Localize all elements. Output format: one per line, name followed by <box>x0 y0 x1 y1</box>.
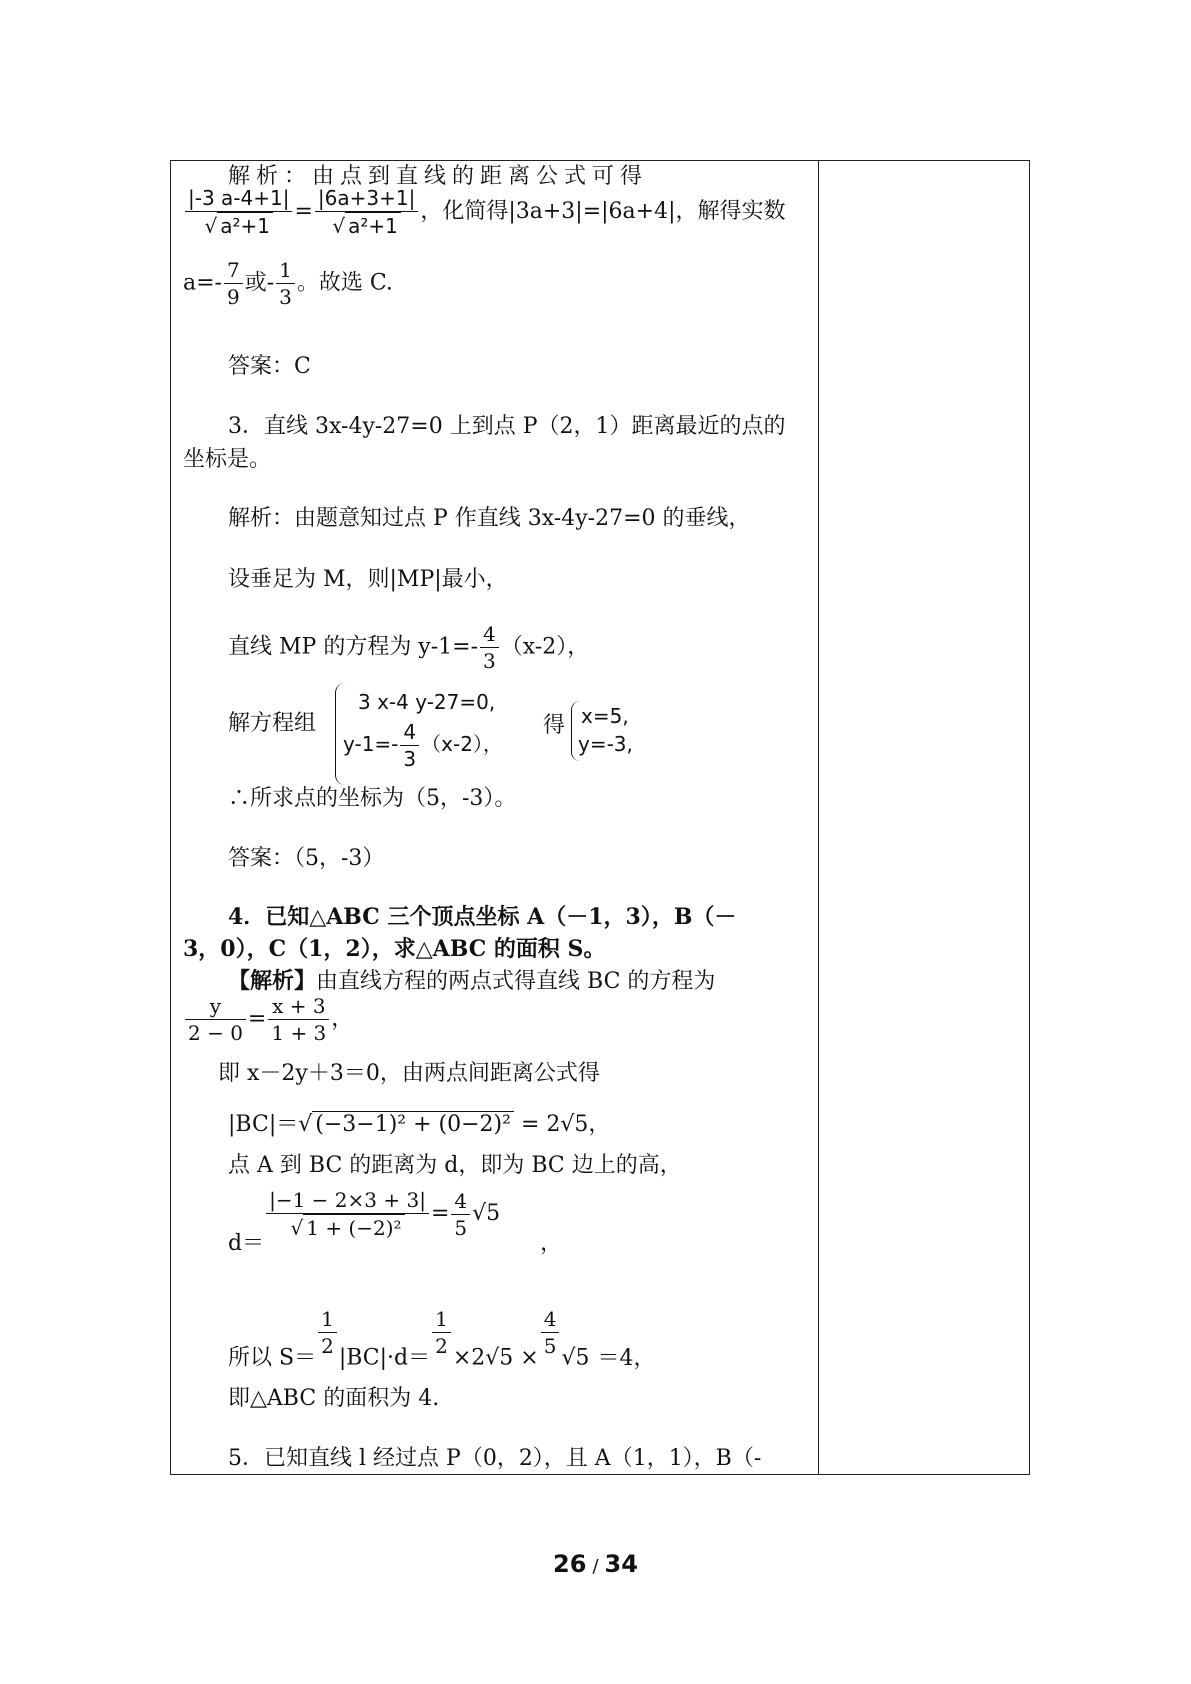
q3-answer: 答案：（5，-3） <box>228 846 385 871</box>
q4-d-formula: d＝ $\frac{|-1 - 2\times 3 + 3|}{\text{√ 1 + (−2)²}}$ = $\frac{4}{5}$ √5， <box>228 1188 563 1256</box>
q4-area: 所以 S＝ $\frac{1}{2}$ |BC|·d＝ $\frac{1}{2}$ ×2√5 × $\frac{4}{5}$ √5 ＝4， <box>228 1307 656 1371</box>
q3-res1: x=5, <box>581 704 629 728</box>
analysis2-simplify: ，化简得|3a+3|=|6a+4|，解得实数 <box>420 199 786 224</box>
q4-area-final: 即△ABC 的面积为 4. <box>228 1386 440 1411</box>
q3-get: 得 <box>543 713 566 738</box>
q3-sol1: 解析：由题意知过点 P 作直线 3x-4y-27=0 的垂线， <box>228 506 751 531</box>
analysis2-frac-right: $\frac{|6a+3+1|}{\text{√ a²+1}}$ <box>315 185 418 239</box>
q4-line-eq: 即 x－2y＋3＝0，由两点间距离公式得 <box>218 1061 600 1086</box>
q3-res2: y=-3, <box>578 732 633 756</box>
q4-line1: 4．已知△ABC 三个顶点坐标 A（－1，3），B（－ <box>228 904 737 930</box>
content-table <box>170 160 1030 1475</box>
column-divider <box>818 161 819 1474</box>
analysis2-answer: 答案：C <box>228 354 311 379</box>
q3-system-label: 解方程组 <box>228 711 317 736</box>
q4-bc-equation: $\frac{y}{2 - 0}$ = $\frac{x + 3}{1 + 3}$ ， <box>183 993 353 1046</box>
page-current: 26 <box>553 1550 587 1578</box>
analysis2-frac-left: $\frac{|-3 a-4+1|}{\text{√ a²+1}}$ <box>185 185 292 239</box>
page-separator: / <box>592 1556 599 1577</box>
q3-line2: 坐标是。 <box>183 447 272 472</box>
q3-mp-equation: 直线 MP 的方程为 y-1=- $\frac{4}{3}$ （x-2）， <box>228 622 590 673</box>
analysis2-solution: a=- $\frac{7}{9}$ 或- $\frac{1}{3}$ 。故选 C. <box>183 258 393 309</box>
q3-sol2: 设垂足为 M，则|MP|最小， <box>228 567 508 592</box>
left-column <box>183 161 808 1474</box>
q3-therefore: ∴所求点的坐标为（5，-3）。 <box>228 786 517 811</box>
q4-point-distance: 点 A 到 BC 的距离为 d，即为 BC 边上的高， <box>228 1153 682 1178</box>
q4-bc-length: |BC|＝√ (−3−1)² + (0−2)² = 2√5， <box>228 1112 611 1137</box>
q5-line1: 5．已知直线 l 经过点 P（0，2），且 A（1，1），B（- <box>228 1446 762 1471</box>
q3-sys-eq1: 3 x-4 y-27=0, <box>358 690 496 714</box>
q4-solution-intro: 【解析】由直线方程的两点式得直线 BC 的方程为 <box>228 968 716 994</box>
q3-sys-eq2: y-1=- $\frac{4}{3}$ （x-2）， <box>343 720 503 771</box>
page-number <box>0 1550 1191 1578</box>
q4-line2: 3，0），C（1，2），求△ABC 的面积 S。 <box>183 936 606 962</box>
q3-line1: 3．直线 3x-4y-27=0 上到点 P（2，1）距离最近的点的 <box>228 414 786 439</box>
analysis2-line1: 解析：由点到直线的距离公式可得 <box>228 164 649 189</box>
page-total: 34 <box>604 1550 638 1578</box>
analysis2-formula: $\frac{|-3 a-4+1|}{\text{√ a²+1}}$ = $\frac{|6a+3+1|}{\text{√ a²+1}}$ ，化简得|3a+3|=|6a+4|，解得实数 <box>183 185 786 251</box>
